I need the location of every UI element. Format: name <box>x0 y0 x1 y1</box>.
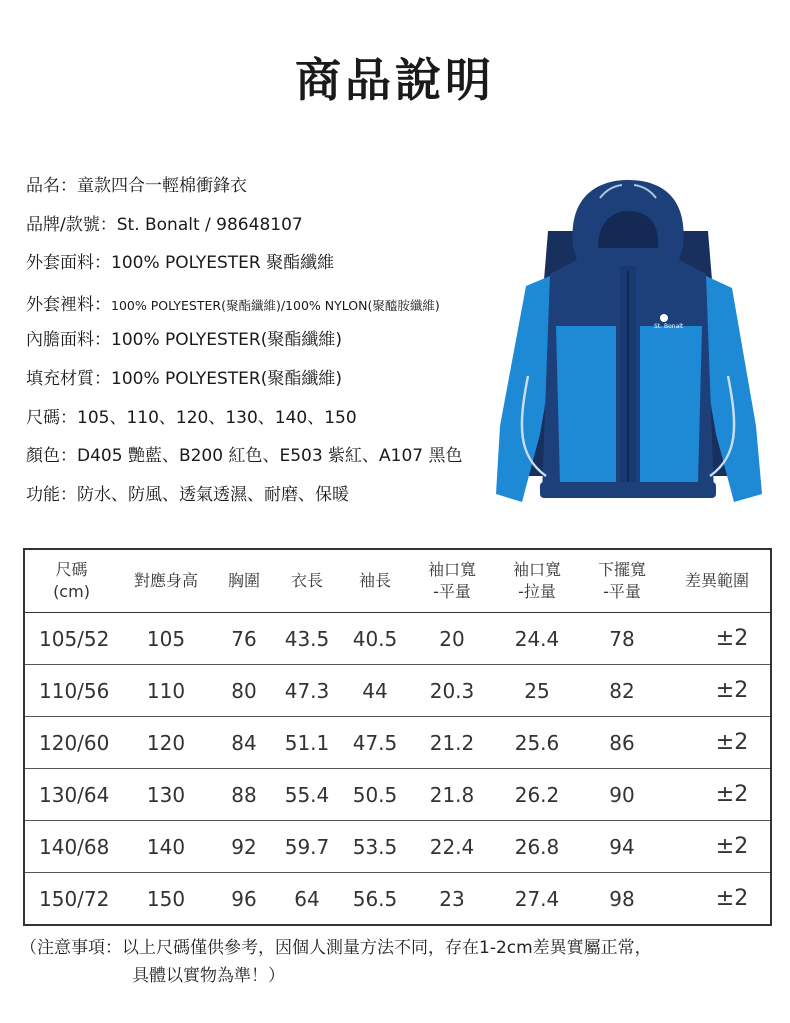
table-cell: 26.8 <box>494 821 580 873</box>
table-cell: 150 <box>146 886 186 911</box>
table-cell: 64 <box>294 886 320 911</box>
spec-value: 100% POLYESTER(聚酯纖維) <box>111 330 342 351</box>
table-cell: 130 <box>118 769 214 821</box>
table-cell: 24.4 <box>494 613 580 665</box>
table-cell: ±2 <box>664 821 771 873</box>
spec-item-outer-fabric <box>26 253 463 292</box>
note-line-1: （注意事項：以上尺碼僅供參考，因個人測量方法不同，存在1-2cm差異實屬正常， <box>20 938 652 958</box>
column-header-line: (cm) <box>53 582 90 601</box>
column-header-line: 衣長 <box>290 571 323 590</box>
spec-value: 100% POLYESTER 聚酯纖維 <box>111 253 335 274</box>
table-cell: 105/52 <box>24 613 118 665</box>
table-cell: 120/60 <box>24 717 118 769</box>
table-row <box>24 769 771 821</box>
table-cell: 78 <box>580 613 664 665</box>
column-header <box>664 549 771 613</box>
note-line-2: 具體以實物為準！） <box>132 966 285 986</box>
table-cell: 86 <box>580 717 664 769</box>
column-header-line: -平量 <box>603 582 641 601</box>
spec-item-inner-fabric <box>26 330 463 369</box>
spec-item-filling <box>26 369 463 408</box>
table-cell: 140 <box>118 821 214 873</box>
table-cell: ±2 <box>664 717 771 769</box>
table-cell: 20 <box>410 613 494 665</box>
table-cell: 40.5 <box>340 613 410 665</box>
column-header <box>410 549 494 613</box>
table-cell: ±2 <box>715 886 749 911</box>
column-header-line: 對應身高 <box>133 571 198 590</box>
spec-value: 防水、防風、透氣透濕、耐磨、保暖 <box>77 484 349 505</box>
spec-value: 105、110、120、130、140、150 <box>77 407 357 428</box>
table-body <box>24 613 771 926</box>
column-header <box>340 549 410 613</box>
table-cell: ±2 <box>664 613 771 665</box>
table-cell: 21.8 <box>410 769 494 821</box>
spec-label: 內膽面料： <box>26 330 111 351</box>
table-row <box>24 873 771 926</box>
column-header <box>214 549 274 613</box>
jacket-image <box>488 176 768 512</box>
column-header-line: 胸圍 <box>227 571 260 590</box>
table-cell: 105 <box>118 613 214 665</box>
spec-label: 顏色： <box>26 446 77 467</box>
column-header-line: 袖口寬 <box>427 560 476 579</box>
table-cell: 56.5 <box>352 886 398 911</box>
spec-label: 品牌/款號： <box>26 214 117 235</box>
column-header-line: 下擺寬 <box>597 560 646 579</box>
spec-item-sizes <box>26 408 463 447</box>
table-cell: 23 <box>439 886 465 911</box>
table-cell: 51.1 <box>274 717 340 769</box>
spec-label: 尺碼： <box>26 407 77 428</box>
table-cell: 130/64 <box>24 769 118 821</box>
page-title: 商品說明 <box>295 53 495 107</box>
spec-value: D405 艷藍、B200 紅色、E503 紫紅、A107 黑色 <box>77 446 463 467</box>
table-cell: 96 <box>231 886 257 911</box>
table-cell: 47.5 <box>340 717 410 769</box>
size-chart-table <box>23 548 772 926</box>
table-cell: 90 <box>580 769 664 821</box>
table-cell: 59.7 <box>274 821 340 873</box>
table-cell: 150/72 <box>39 886 110 911</box>
spec-label: 外套裡料： <box>26 294 111 315</box>
column-header-line: -拉量 <box>518 582 556 601</box>
table-row <box>24 613 771 665</box>
table-row <box>24 665 771 717</box>
spec-label: 填充材質： <box>26 368 111 389</box>
spec-list <box>26 176 463 523</box>
table-cell: 140/68 <box>24 821 118 873</box>
table-cell: 22.4 <box>410 821 494 873</box>
spec-value: 100% POLYESTER(聚酯纖維)/100% NYLON(聚醯胺纖維) <box>111 297 440 313</box>
table-cell: 25.6 <box>494 717 580 769</box>
spec-value: St. Bonalt / 98648107 <box>116 214 303 235</box>
table-cell: 82 <box>580 665 664 717</box>
table-cell: 98 <box>609 886 635 911</box>
table-cell: 21.2 <box>410 717 494 769</box>
column-header <box>118 549 214 613</box>
column-header-line: 袖口寬 <box>512 560 561 579</box>
table-cell: 20.3 <box>410 665 494 717</box>
table-row <box>24 717 771 769</box>
table-cell: 110/56 <box>24 665 118 717</box>
table-cell: 44 <box>340 665 410 717</box>
table-cell: 94 <box>580 821 664 873</box>
spec-item-name <box>26 176 463 215</box>
spec-item-lining <box>26 292 463 331</box>
table-cell: 84 <box>214 717 274 769</box>
table-cell: 80 <box>214 665 274 717</box>
column-header <box>24 549 118 613</box>
table-cell: 26.2 <box>494 769 580 821</box>
column-header-line: -平量 <box>433 582 471 601</box>
table-cell: 43.5 <box>274 613 340 665</box>
spec-label: 功能： <box>26 484 77 505</box>
table-cell: 55.4 <box>274 769 340 821</box>
table-cell: 92 <box>214 821 274 873</box>
table-cell: 47.3 <box>274 665 340 717</box>
table-header-row <box>24 549 771 613</box>
column-header-line: 差異範圍 <box>684 571 749 590</box>
table-cell: ±2 <box>664 769 771 821</box>
table-cell: 50.5 <box>340 769 410 821</box>
column-header <box>580 549 664 613</box>
spec-value: 童款四合一輕棉衝鋒衣 <box>77 176 247 196</box>
column-header <box>274 549 340 613</box>
table-cell: 53.5 <box>340 821 410 873</box>
spec-value: 100% POLYESTER(聚酯纖維) <box>111 368 342 389</box>
column-header <box>494 549 580 613</box>
table-cell: 120 <box>118 717 214 769</box>
table-cell: 110 <box>118 665 214 717</box>
table-row <box>24 821 771 873</box>
note <box>20 934 780 990</box>
table-cell: ±2 <box>664 665 771 717</box>
jacket-logo: St. Bonalt <box>654 323 684 330</box>
table-cell: 76 <box>214 613 274 665</box>
table-cell: 88 <box>214 769 274 821</box>
spec-item-brand <box>26 215 463 254</box>
table-cell: 25 <box>494 665 580 717</box>
column-header-line: 尺碼 <box>55 560 88 579</box>
column-header-line: 袖長 <box>358 571 391 590</box>
spec-item-colors <box>26 446 463 485</box>
spec-label: 外套面料： <box>26 253 111 274</box>
table-cell: 27.4 <box>514 886 560 911</box>
spec-label: 品名： <box>26 176 77 196</box>
spec-item-features <box>26 485 463 524</box>
